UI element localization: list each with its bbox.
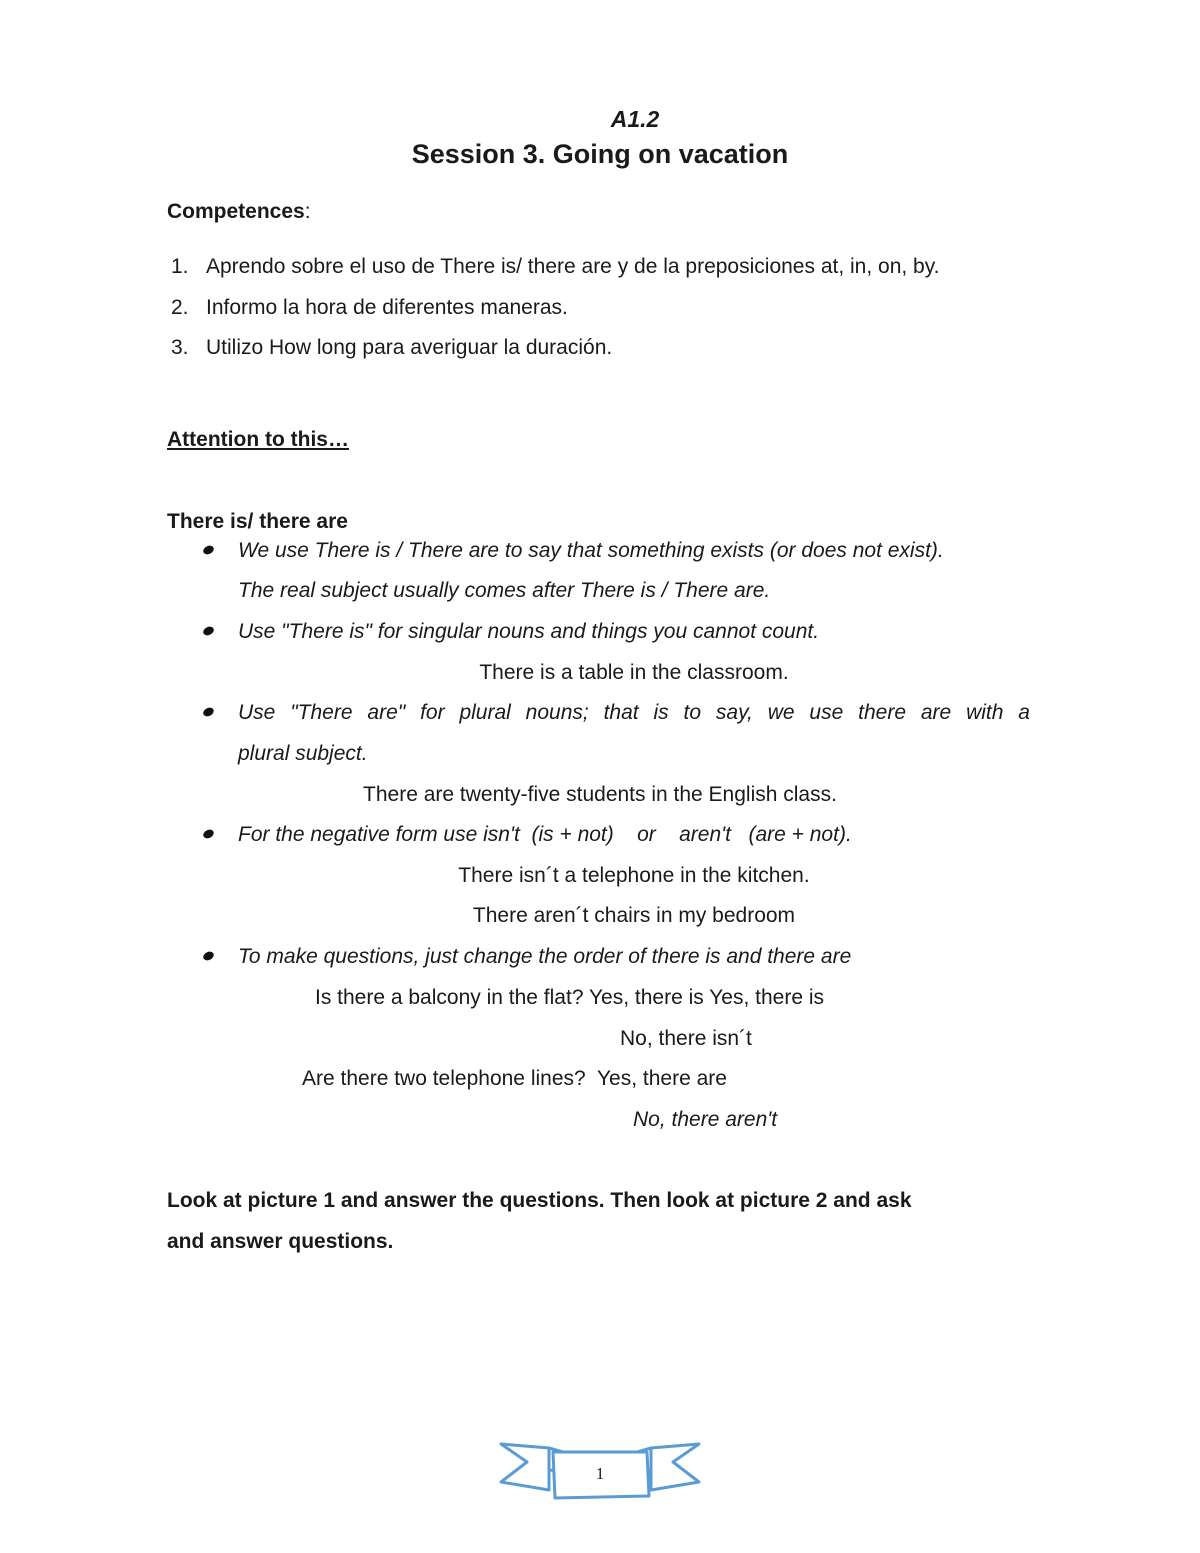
competence-text: Utilizo How long para averiguar la duración. (206, 336, 613, 359)
page-number: 1 (595, 1464, 605, 1483)
example-3: There are twenty-five students in the English class. (363, 783, 837, 806)
rule-5: To make questions, just change the order of there is and there are (238, 945, 852, 968)
competence-item (167, 334, 1047, 375)
instruction-line-2: and answer questions. (167, 1230, 394, 1253)
competence-text: Aprendo sobre el uso de There is/ there are y de la preposiciones at, in, on, by. (206, 255, 940, 278)
competences-heading (167, 200, 311, 224)
competence-number: 3. (171, 336, 189, 359)
competences-list (167, 253, 1047, 375)
question-1: Is there a balcony in the flat? Yes, there is Yes, there is (315, 986, 824, 1009)
example-2: There is a table in the classroom. (479, 661, 789, 684)
competence-number: 2. (171, 295, 189, 319)
instruction-line-1: Look at picture 1 and answer the questions. Then look at picture 2 and ask (167, 1189, 912, 1212)
rule-3-line-1: Use "There are" for plural nouns; that is to say, we use there are with a (238, 701, 1030, 724)
example-4a: There isn´t a telephone in the kitchen. (458, 864, 810, 887)
question-1-negative: No, there isn´t (620, 1027, 752, 1050)
bullet-icon (202, 950, 215, 962)
page-title: Session 3. Going on vacation (411, 139, 789, 169)
rule-3-line-2: plural subject. (238, 742, 368, 765)
competence-item (167, 253, 1047, 294)
rule-1-line-2: The real subject usually comes after There is / There are. (238, 579, 771, 602)
competences-label: Competences (167, 200, 305, 223)
question-2-negative: No, there aren't (633, 1108, 778, 1131)
competence-text: Informo la hora de diferentes maneras. (206, 295, 568, 319)
attention-heading: Attention to this… (167, 428, 349, 451)
competence-item (167, 294, 1047, 335)
question-2: Are there two telephone lines? Yes, there are (302, 1067, 727, 1090)
rule-4: For the negative form use isn't (is + not) or aren't (are + not). (238, 823, 852, 846)
bullet-icon (202, 544, 215, 556)
example-4b: There aren´t chairs in my bedroom (472, 904, 796, 927)
bullet-icon (202, 706, 215, 718)
there-is-heading: There is/ there are (167, 510, 348, 533)
bullet-icon (202, 828, 215, 840)
competences-colon: : (304, 200, 311, 223)
competence-number: 1. (171, 255, 189, 278)
course-level: A1.2 (610, 106, 660, 132)
bullet-icon (202, 625, 215, 637)
rule-1-line-1: We use There is / There are to say that something exists (or does not exist). (238, 539, 944, 562)
rule-2: Use "There is" for singular nouns and things you cannot count. (238, 620, 820, 643)
